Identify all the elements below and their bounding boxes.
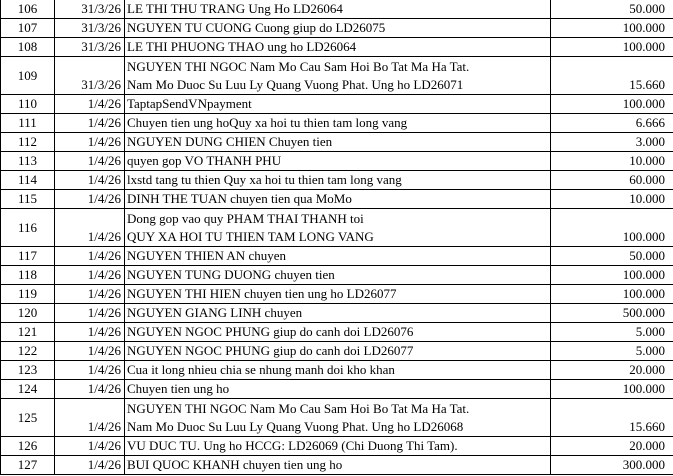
transaction-date: 1/4/26 — [55, 190, 125, 209]
table-row — [1, 57, 673, 95]
transaction-description — [125, 399, 551, 437]
transaction-amount: 20.000 — [551, 361, 673, 380]
row-number: 120 — [1, 304, 55, 323]
transaction-description — [125, 114, 551, 133]
table-row — [1, 19, 673, 38]
transaction-description — [125, 304, 551, 323]
description-line: Dong gop vao quy PHAM THAI THANH toi — [127, 211, 364, 226]
transaction-description — [125, 95, 551, 114]
transaction-date: 1/4/26 — [55, 380, 125, 399]
description-line: VU DUC TU. Ung ho HCCG: LD26069 (Chi Duong Thi Tam). — [127, 438, 458, 453]
description-line: NGUYEN THIEN AN chuyen — [127, 248, 286, 263]
description-line: NGUYEN GIANG LINH chuyen — [127, 305, 303, 320]
table-row — [1, 0, 673, 19]
transaction-description — [125, 285, 551, 304]
transaction-amount: 20.000 — [551, 437, 673, 456]
transaction-date: 1/4/26 — [55, 361, 125, 380]
transaction-amount: 5.000 — [551, 323, 673, 342]
row-number: 112 — [1, 133, 55, 152]
description-line: BUI QUOC KHANH chuyen tien ung ho — [127, 457, 343, 472]
description-line: LE THI PHUONG THAO ung ho LD26064 — [127, 39, 357, 54]
transaction-date: 1/4/26 — [55, 247, 125, 266]
description-line: LE THI THU TRANG Ung Ho LD26064 — [127, 1, 343, 16]
description-line: NGUYEN NGOC PHUNG giup do canh doi LD26077 — [127, 343, 414, 358]
table-row — [1, 361, 673, 380]
table-row — [1, 171, 673, 190]
transaction-description — [125, 171, 551, 190]
row-number: 116 — [1, 209, 55, 247]
row-number: 124 — [1, 380, 55, 399]
transaction-amount: 100.000 — [551, 38, 673, 57]
description-line: NGUYEN THI HIEN chuyen tien ung ho LD26077 — [127, 286, 397, 301]
row-number: 115 — [1, 190, 55, 209]
transaction-description — [125, 152, 551, 171]
transaction-description — [125, 323, 551, 342]
transaction-amount: 500.000 — [551, 304, 673, 323]
transaction-date: 1/4/26 — [55, 133, 125, 152]
description-line: NGUYEN THI NGOC Nam Mo Cau Sam Hoi Bo Tat Ma Ha Tat. — [127, 401, 470, 416]
row-number: 122 — [1, 342, 55, 361]
row-number: 107 — [1, 19, 55, 38]
transaction-date: 1/4/26 — [55, 342, 125, 361]
row-number: 127 — [1, 456, 55, 475]
transaction-date: 1/4/26 — [55, 95, 125, 114]
row-number: 114 — [1, 171, 55, 190]
transaction-date: 31/3/26 — [55, 19, 125, 38]
transaction-description — [125, 247, 551, 266]
row-number: 118 — [1, 266, 55, 285]
transaction-amount: 15.660 — [551, 399, 673, 437]
table-row — [1, 323, 673, 342]
row-number: 119 — [1, 285, 55, 304]
row-number: 126 — [1, 437, 55, 456]
table-row — [1, 209, 673, 247]
description-line: Nam Mo Duoc Su Luu Ly Quang Vuong Phat. Ung ho LD26071 — [127, 77, 464, 92]
transaction-amount: 100.000 — [551, 19, 673, 38]
transaction-amount: 100.000 — [551, 266, 673, 285]
transaction-date: 31/3/26 — [55, 38, 125, 57]
row-number: 123 — [1, 361, 55, 380]
table-row — [1, 380, 673, 399]
transaction-description — [125, 380, 551, 399]
row-number: 106 — [1, 0, 55, 19]
transaction-date: 1/4/26 — [55, 323, 125, 342]
transaction-amount: 6.666 — [551, 114, 673, 133]
transaction-description — [125, 190, 551, 209]
transaction-date: 1/4/26 — [55, 456, 125, 475]
table-row — [1, 266, 673, 285]
table-row — [1, 399, 673, 437]
transaction-date: 1/4/26 — [55, 399, 125, 437]
transaction-amount: 15.660 — [551, 57, 673, 95]
description-line: Cua it long nhieu chia se nhung manh doi kho khan — [127, 362, 395, 377]
description-line: Chuyen tien ung hoQuy xa hoi tu thien tam long vang — [127, 115, 408, 130]
row-number: 109 — [1, 57, 55, 95]
description-line: quyen gop VO THANH PHU — [127, 153, 282, 168]
transaction-amount: 50.000 — [551, 247, 673, 266]
row-number: 110 — [1, 95, 55, 114]
table-row — [1, 38, 673, 57]
row-number: 125 — [1, 399, 55, 437]
transaction-description — [125, 209, 551, 247]
description-line: NGUYEN TUNG DUONG chuyen tien — [127, 267, 335, 282]
description-line: lxstd tang tu thien Quy xa hoi tu thien tam long vang — [127, 172, 402, 187]
description-line: DINH THE TUAN chuyen tien qua MoMo — [127, 191, 352, 206]
transaction-description — [125, 361, 551, 380]
transaction-date: 1/4/26 — [55, 209, 125, 247]
transaction-date: 1/4/26 — [55, 152, 125, 171]
row-number: 111 — [1, 114, 55, 133]
transaction-date: 31/3/26 — [55, 0, 125, 19]
transaction-description — [125, 456, 551, 475]
transaction-date: 1/4/26 — [55, 171, 125, 190]
row-number: 113 — [1, 152, 55, 171]
description-line: NGUYEN TU CUONG Cuong giup do LD26075 — [127, 20, 386, 35]
row-number: 121 — [1, 323, 55, 342]
transaction-date: 1/4/26 — [55, 437, 125, 456]
transaction-amount: 10.000 — [551, 152, 673, 171]
transaction-amount: 50.000 — [551, 0, 673, 19]
transaction-amount: 100.000 — [551, 209, 673, 247]
table-row — [1, 114, 673, 133]
transaction-description — [125, 437, 551, 456]
transaction-amount: 100.000 — [551, 380, 673, 399]
table-row — [1, 133, 673, 152]
transaction-description — [125, 266, 551, 285]
transaction-description — [125, 38, 551, 57]
description-line: NGUYEN DUNG CHIEN Chuyen tien — [127, 134, 333, 149]
description-line: NGUYEN THI NGOC Nam Mo Cau Sam Hoi Bo Tat Ma Ha Tat. — [127, 59, 470, 74]
transaction-amount: 3.000 — [551, 133, 673, 152]
table-row — [1, 342, 673, 361]
table-row — [1, 152, 673, 171]
row-number: 117 — [1, 247, 55, 266]
transaction-description — [125, 342, 551, 361]
donation-table-body — [1, 0, 673, 475]
transaction-date: 1/4/26 — [55, 114, 125, 133]
transaction-description — [125, 0, 551, 19]
description-line: NGUYEN NGOC PHUNG giup do canh doi LD26076 — [127, 324, 414, 339]
description-line: Nam Mo Duoc Su Luu Ly Quang Vuong Phat. Ung ho LD26068 — [127, 419, 464, 434]
table-row — [1, 190, 673, 209]
transaction-amount: 100.000 — [551, 285, 673, 304]
table-row — [1, 285, 673, 304]
description-line: QUY XA HOI TU THIEN TAM LONG VANG — [127, 229, 374, 244]
transaction-amount: 10.000 — [551, 190, 673, 209]
table-row — [1, 304, 673, 323]
transaction-date: 1/4/26 — [55, 266, 125, 285]
table-row — [1, 95, 673, 114]
transaction-date: 31/3/26 — [55, 57, 125, 95]
transaction-description — [125, 19, 551, 38]
table-row — [1, 247, 673, 266]
description-line: Chuyen tien ung ho — [127, 381, 230, 396]
transaction-amount: 100.000 — [551, 95, 673, 114]
transaction-description — [125, 133, 551, 152]
transaction-amount: 5.000 — [551, 342, 673, 361]
transaction-date: 1/4/26 — [55, 304, 125, 323]
transaction-amount: 60.000 — [551, 171, 673, 190]
description-line: TaptapSendVNpayment — [127, 96, 252, 111]
transaction-date: 1/4/26 — [55, 285, 125, 304]
transaction-amount: 300.000 — [551, 456, 673, 475]
table-row — [1, 437, 673, 456]
row-number: 108 — [1, 38, 55, 57]
table-row — [1, 456, 673, 475]
transaction-description — [125, 57, 551, 95]
